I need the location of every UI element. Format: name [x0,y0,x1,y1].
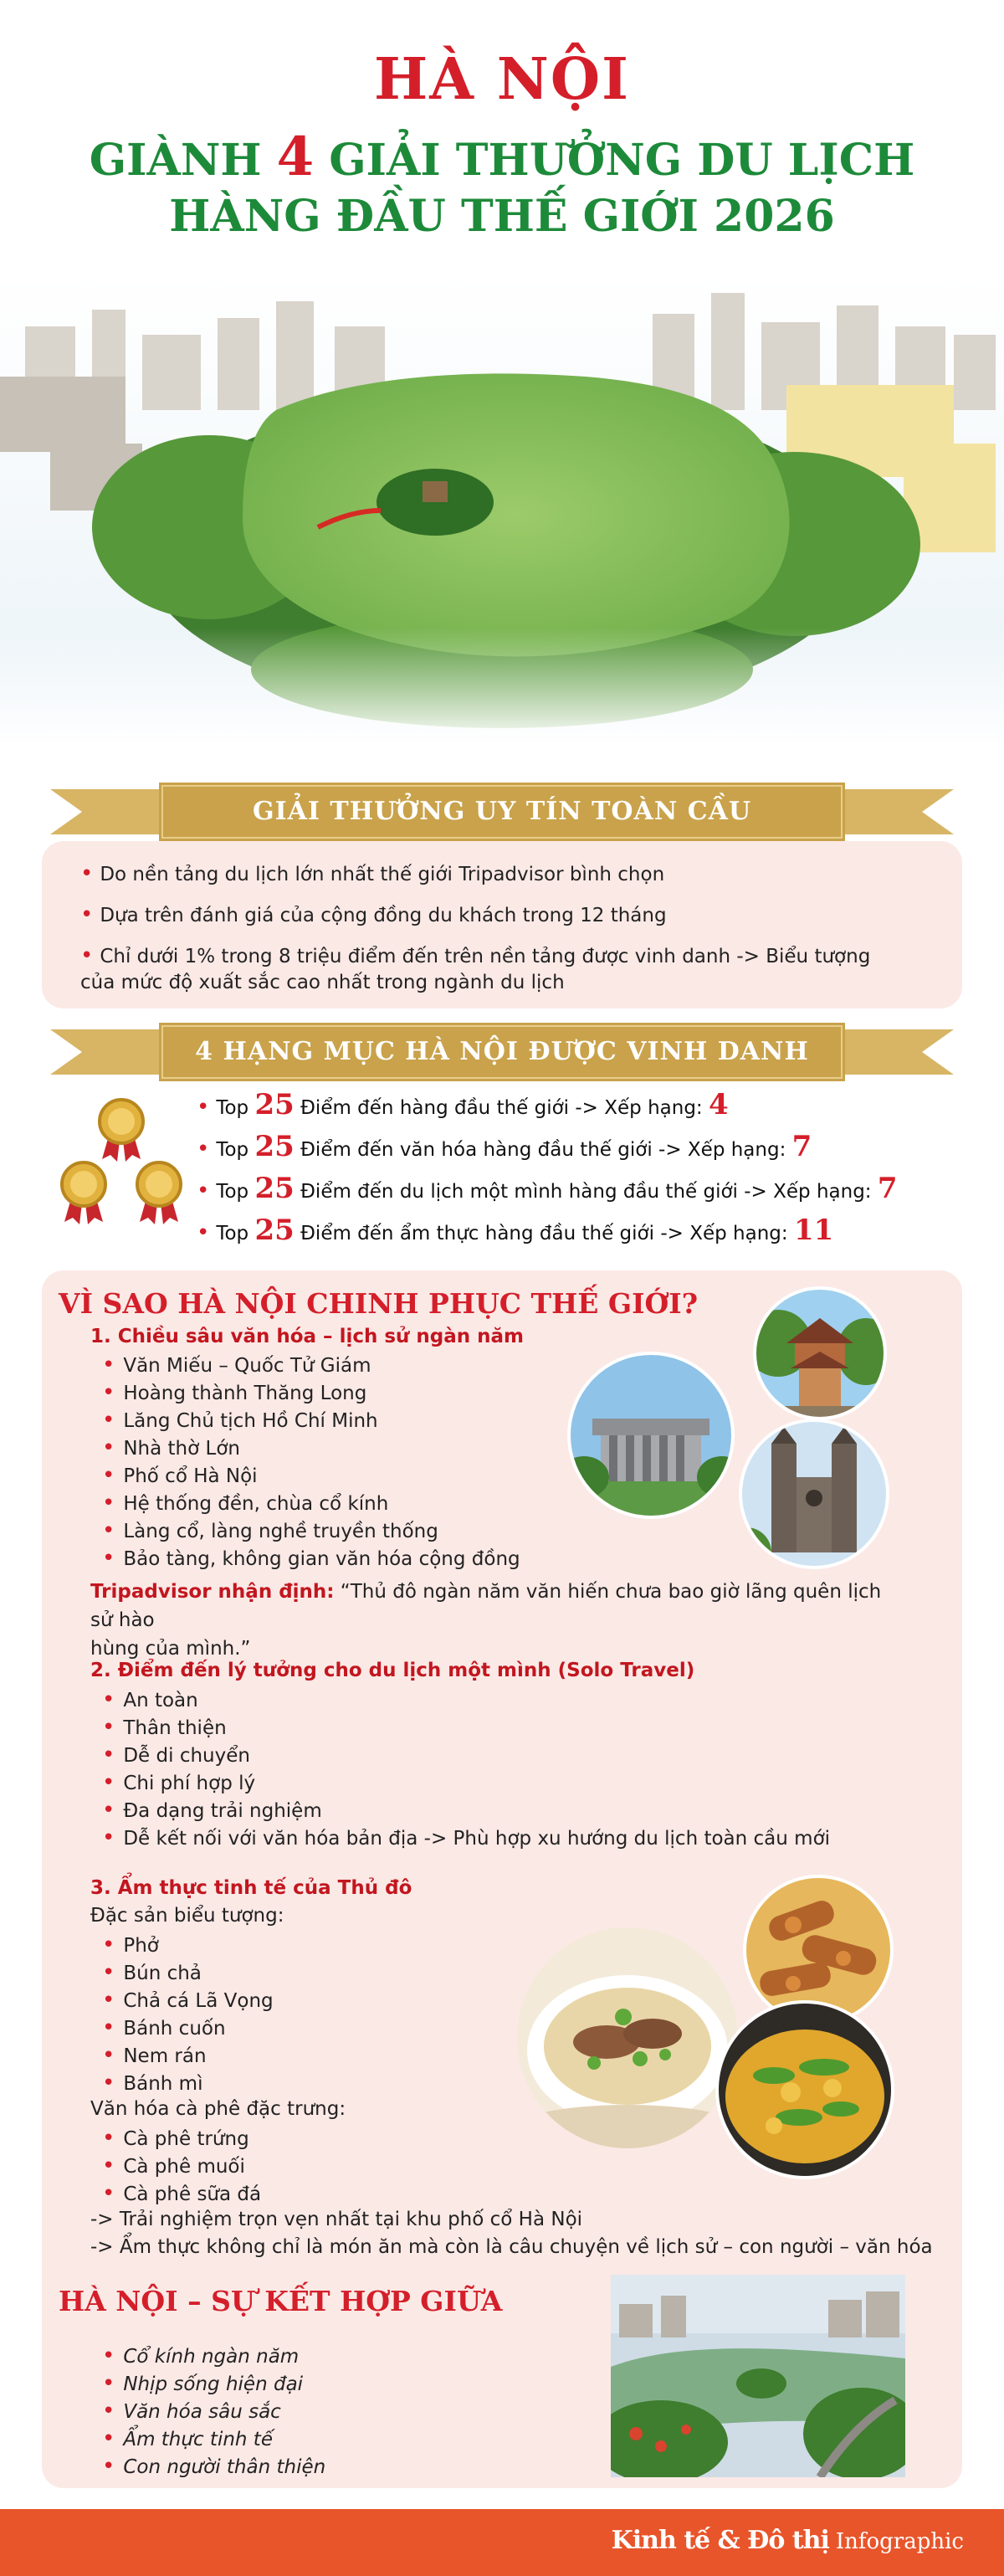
quote-text-1: “Thủ đô ngàn năm văn hiến chưa bao giờ lãng quên lịch sử hào [90,1581,882,1631]
bullet-dot: • [102,2071,115,2096]
list-item-text: Văn Miếu – Quốc Tử Giám [123,1355,371,1377]
category-prefix: Top [216,1223,255,1244]
quote-source: Tripadvisor nhận định: [90,1581,335,1603]
list-item [102,1770,255,1795]
title-award-count: 4 [276,126,315,188]
category-rank: 7 [791,1130,812,1163]
combination-heading: HÀ NỘI – SỰ KẾT HỢP GIỮA [59,2285,503,2317]
categories-ribbon [50,1023,954,1081]
award-bullet-1-text: Do nền tảng du lịch lớn nhất thế giới Tripadvisor bình chọn [100,864,665,885]
list-item [102,2071,202,2096]
list-item [102,1687,198,1712]
coffee-label: Văn hóa cà phê đặc trưng: [90,2098,346,2120]
brand-logo [612,2526,964,2555]
list-item [102,2454,325,2479]
bullet-dot: • [197,1137,210,1162]
list-item [102,1988,274,2013]
list-item-text: Văn hóa sâu sắc [123,2401,281,2423]
category-prefix: Top [216,1139,255,1161]
list-item-text: Cà phê sữa đá [123,2183,262,2205]
bullet-dot: • [102,1380,115,1405]
award-bullet-2-text: Dựa trên đánh giá của cộng đồng du khách trong 12 tháng [100,905,667,926]
bullet-dot: • [102,1687,115,1712]
title-line-3: HÀNG ĐẦU THẾ GIỚI 2026 [169,191,835,242]
bullet-dot: • [197,1178,210,1203]
award-bullet-3 [80,942,870,970]
award-bullet-1 [80,860,664,888]
award-bullet-3-cont: của mức độ xuất sắc cao nhất trong ngành du lịch [80,972,565,993]
list-item-text: Nhịp sống hiện đại [123,2373,304,2395]
bullet-dot: • [102,2454,115,2479]
list-item [102,1518,438,1543]
list-item-text: Chả cá Lã Vọng [123,1990,274,2012]
award-bullet-2 [80,901,667,929]
category-top-number: 25 [254,1214,295,1247]
list-item [102,1715,227,1740]
list-item-text: Thân thiện [123,1717,227,1739]
award-ribbon-title: GIẢI THƯỞNG UY TÍN TOÀN CẦU [252,797,752,826]
category-top-number: 25 [254,1172,295,1205]
cuisine-note-1: -> Trải nghiệm trọn vẹn nhất tại khu phố cổ Hà Nội [90,2209,583,2230]
list-item [102,1435,240,1460]
list-item [102,1546,520,1571]
bullet-dot: • [80,861,94,886]
list-item-text: Bánh mì [123,2073,203,2095]
list-item-text: Phố cổ Hà Nội [123,1465,258,1487]
bullet-dot: • [197,1220,210,1245]
category-row-3 [197,1172,898,1205]
list-item-text: Hoàng thành Thăng Long [123,1383,367,1404]
bullet-dot: • [102,1546,115,1571]
brand-label: Infographic [835,2529,964,2554]
bullet-dot: • [102,1770,115,1795]
hero-lake-illustration [0,276,1004,745]
bullet-dot: • [102,1742,115,1768]
bullet-dot: • [102,2343,115,2368]
bullet-dot: • [102,2426,115,2451]
footer [0,2509,1004,2576]
list-item-text: Làng cổ, làng nghề truyền thống [123,1521,438,1542]
list-item [102,1798,322,1823]
list-item-text: Con người thân thiện [123,2456,326,2478]
bullet-dot: • [102,1491,115,1516]
header [0,0,1004,268]
bullet-dot: • [80,943,94,968]
cuisine-note-2: -> Ẩm thực không chỉ là món ăn mà còn là câu chuyện về lịch sử – con người – văn hóa [90,2236,933,2258]
category-row-4 [197,1214,833,1247]
category-rank: 7 [877,1172,898,1205]
category-prefix: Top [216,1181,255,1203]
list-item [102,2153,245,2178]
list-item-text: Nhà thờ Lớn [123,1438,240,1460]
category-label: Điểm đến văn hóa hàng đầu thế giới -> Xếp hạng: [294,1139,792,1161]
bullet-dot: • [102,1408,115,1433]
brand-name: Kinh tế & Đô thị [611,2526,829,2555]
bullet-dot: • [102,1518,115,1543]
list-item [102,2343,299,2368]
bullet-dot: • [102,1932,115,1958]
category-top-number: 25 [254,1088,295,1121]
category-rank: 4 [709,1088,729,1121]
list-item [102,2015,226,2040]
category-row-2 [197,1130,812,1163]
pho-bowl-image [515,1925,740,2151]
bullet-dot: • [102,1715,115,1740]
solo-travel-heading: 2. Điểm đến lý tưởng cho du lịch một mình (Solo Travel) [90,1660,695,1681]
list-item-text: Lăng Chủ tịch Hồ Chí Minh [123,1410,378,1432]
category-row-1 [197,1088,729,1121]
bullet-dot: • [102,1960,115,1985]
list-item-text: Bún chả [123,1963,202,1984]
category-rank: 11 [793,1214,834,1247]
cathedral-image [738,1419,890,1569]
list-item [102,1408,378,1433]
list-item [102,1352,371,1378]
hoan-kiem-lake-image [611,2275,905,2477]
bullet-dot: • [102,1352,115,1378]
list-item-text: An toàn [123,1690,198,1711]
title-line-2-pre: GIÀNH [89,135,277,186]
why-title: VÌ SAO HÀ NỘI CHINH PHỤC THẾ GIỚI? [59,1287,699,1320]
cuisine-heading: 3. Ẩm thực tinh tế của Thủ đô [90,1877,412,1899]
list-item-text: Ẩm thực tinh tế [123,2429,273,2450]
list-item-text: Bánh cuốn [123,2018,226,2040]
title-line-2 [0,126,1004,188]
list-item [102,1380,366,1405]
cha-ca-image [715,2000,895,2180]
award-ribbon [50,783,954,841]
culture-heading: 1. Chiều sâu văn hóa – lịch sử ngàn năm [90,1326,525,1347]
category-label: Điểm đến hàng đầu thế giới -> Xếp hạng: [294,1097,709,1119]
title-line-2-post: GIẢI THƯỞNG DU LỊCH [314,135,915,186]
categories-ribbon-title: 4 HẠNG MỤC HÀ NỘI ĐƯỢC VINH DANH [195,1037,809,1066]
bullet-dot: • [102,2153,115,2178]
medal-icon [50,1096,192,1239]
bullet-dot: • [102,2371,115,2396]
bullet-dot: • [102,2043,115,2068]
temple-of-literature-image [753,1285,887,1423]
list-item-text: Cà phê trứng [123,2128,249,2150]
bullet-dot: • [102,2126,115,2151]
list-item-text: Dễ di chuyển [123,1745,250,1767]
bullet-dot: • [102,2399,115,2424]
bullet-dot: • [80,902,94,927]
bullet-dot: • [102,1798,115,1823]
list-item [102,2181,261,2206]
list-item [102,1491,388,1516]
list-item-text: Cổ kính ngàn năm [123,2346,300,2368]
list-item [102,1463,258,1488]
category-label: Điểm đến du lịch một mình hàng đầu thế giới -> Xếp hạng: [294,1181,878,1203]
specialty-label: Đặc sản biểu tượng: [90,1905,284,1927]
list-item [102,2126,249,2151]
list-item-text: Hệ thống đền, chùa cổ kính [123,1493,389,1515]
list-item-text: Bảo tàng, không gian văn hóa cộng đồng [123,1548,520,1570]
list-item [102,2043,207,2068]
bullet-dot: • [102,2015,115,2040]
category-top-number: 25 [254,1130,295,1163]
bullet-dot: • [102,2181,115,2206]
category-prefix: Top [216,1097,255,1119]
list-item-text: Nem rán [123,2045,207,2067]
list-item [102,1742,250,1768]
list-item [102,2426,273,2451]
title-city: HÀ NỘI [374,46,630,113]
list-item [102,1960,202,1985]
category-label: Điểm đến ẩm thực hàng đầu thế giới -> Xếp hạng: [294,1223,794,1244]
list-item-text: Phở [123,1935,159,1957]
list-item-text: Đa dạng trải nghiệm [123,1800,322,1822]
bullet-dot: • [197,1095,210,1120]
award-bullet-3-text: Chỉ dưới 1% trong 8 triệu điểm đến trên nền tảng được vinh danh -> Biểu tượng [100,946,871,967]
list-item [102,1825,830,1850]
list-item [102,2399,281,2424]
bullet-dot: • [102,1825,115,1850]
quote-text-2: hùng của mình.” [90,1638,251,1660]
bullet-dot: • [102,1435,115,1460]
list-item [102,1932,159,1958]
list-item-text: Dễ kết nối với văn hóa bản địa -> Phù hợp xu hướng du lịch toàn cầu mới [123,1828,831,1850]
mausoleum-image [559,1352,743,1519]
list-item-text: Chi phí hợp lý [123,1773,256,1794]
bullet-dot: • [102,1988,115,2013]
tripadvisor-quote [90,1578,894,1663]
list-item-text: Cà phê muối [123,2156,245,2178]
bullet-dot: • [102,1463,115,1488]
list-item [102,2371,303,2396]
